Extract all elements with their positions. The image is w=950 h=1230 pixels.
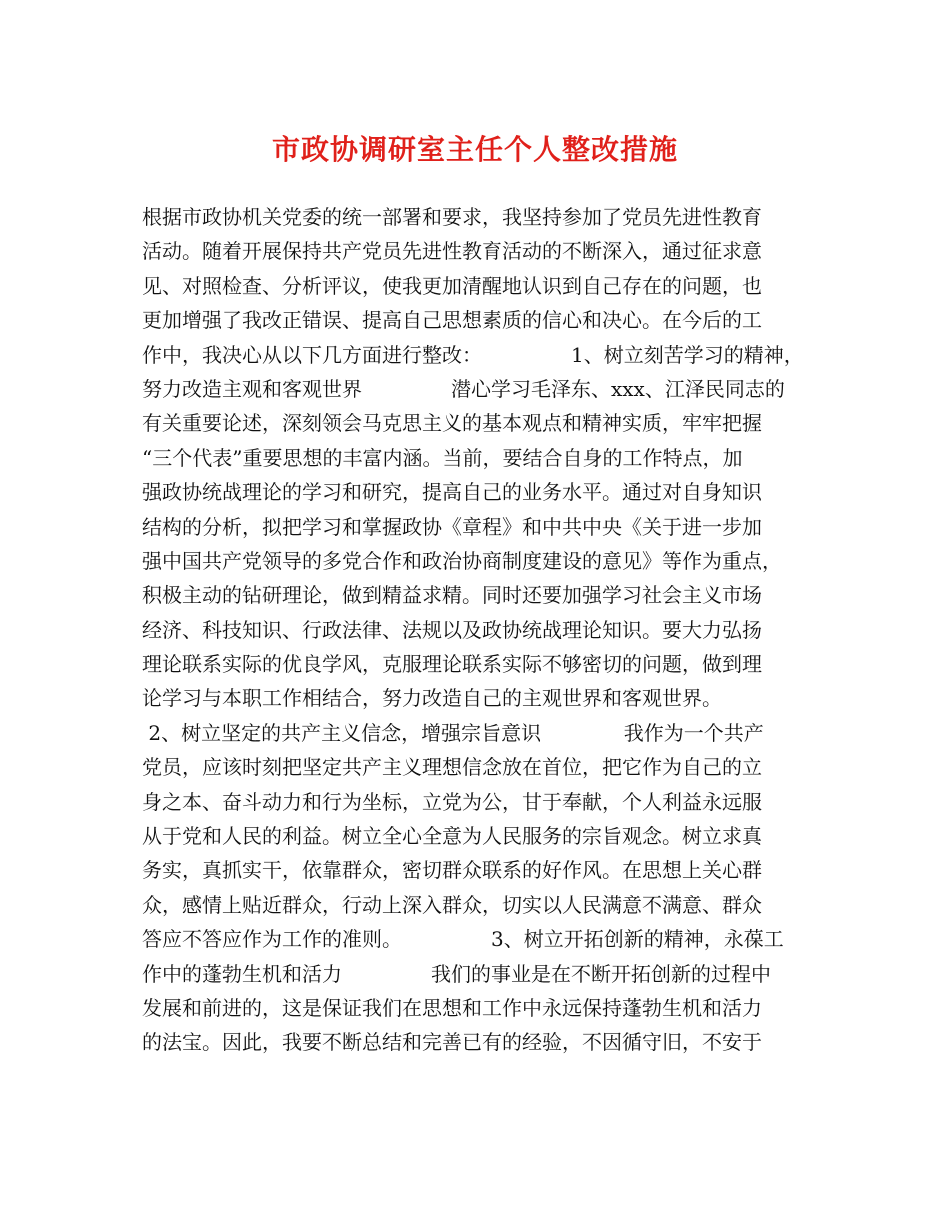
body-line: 答应不答应作为工作的准则。 3、树立开拓创新的精神，永葆工 [142, 927, 784, 952]
body-line: 从于党和人民的利益。树立全心全意为人民服务的宗旨观念。树立求真 [142, 824, 762, 849]
body-line: 2、树立坚定的共产主义信念，增强宗旨意识 我作为一个共产 [142, 720, 764, 745]
body-line: 理论联系实际的优良学风，克服理论联系实际不够密切的问题，做到理 [142, 652, 762, 677]
body-line: “三个代表”重要思想的丰富内涵。当前，要结合自身的工作特点，加 [142, 445, 743, 470]
body-line: 发展和前进的，这是保证我们在思想和工作中永远保持蓬勃生机和活力 [142, 995, 762, 1020]
body-line: 更加增强了我改正错误、提高自己思想素质的信心和决心。在今后的工 [142, 308, 762, 333]
body-line: 众，感情上贴近群众，行动上深入群众，切实以人民满意不满意、群众 [142, 892, 762, 917]
body-line: 作中，我决心从以下几方面进行整改： 1、树立刻苦学习的精神， [142, 342, 804, 367]
body-line: 强中国共产党领导的多党合作和政治协商制度建设的意见》等作为重点， [142, 548, 782, 573]
body-line: 经济、科技知识、行政法律、法规以及政协统战理论知识。要大力弘扬 [142, 617, 762, 642]
body-line: 的法宝。因此，我要不断总结和完善已有的经验，不因循守旧，不安于 [142, 1030, 762, 1055]
body-line: 论学习与本职工作相结合，努力改造自己的主观世界和客观世界。 [142, 686, 722, 711]
body-line: 务实，真抓实干，依靠群众，密切群众联系的好作风。在思想上关心群 [142, 858, 762, 883]
body-line: 结构的分析，拟把学习和掌握政协《章程》和中共中央《关于进一步加 [142, 514, 762, 539]
document-title: 市政协调研室主任个人整改措施 [271, 133, 678, 166]
body-line: 根据市政协机关党委的统一部署和要求，我坚持参加了党员先进性教育 [142, 205, 762, 229]
body-line: 积极主动的钻研理论，做到精益求精。同时还要加强学习社会主义市场 [142, 583, 762, 608]
document-body [142, 200, 818, 1060]
body-line: 努力改造主观和客观世界 潜心学习毛泽东、xxx、江泽民同志的 [142, 376, 785, 401]
body-line: 作中的蓬勃生机和活力 我们的事业是在不断开拓创新的过程中 [142, 961, 772, 986]
body-line: 有关重要论述，深刻领会马克思主义的基本观点和精神实质，牢牢把握 [142, 411, 762, 436]
body-line: 强政协统战理论的学习和研究，提高自己的业务水平。通过对自身知识 [142, 480, 762, 505]
body-line: 身之本、奋斗动力和行为坐标，立党为公，甘于奉献，个人利益永远服 [142, 789, 762, 814]
body-line: 党员，应该时刻把坚定共产主义理想信念放在首位，把它作为自己的立 [142, 755, 762, 780]
body-line: 见、对照检查、分析评议，使我更加清醒地认识到自己存在的问题，也 [142, 273, 762, 298]
body-line: 活动。随着开展保持共产党员先进性教育活动的不断深入，通过征求意 [142, 239, 762, 264]
